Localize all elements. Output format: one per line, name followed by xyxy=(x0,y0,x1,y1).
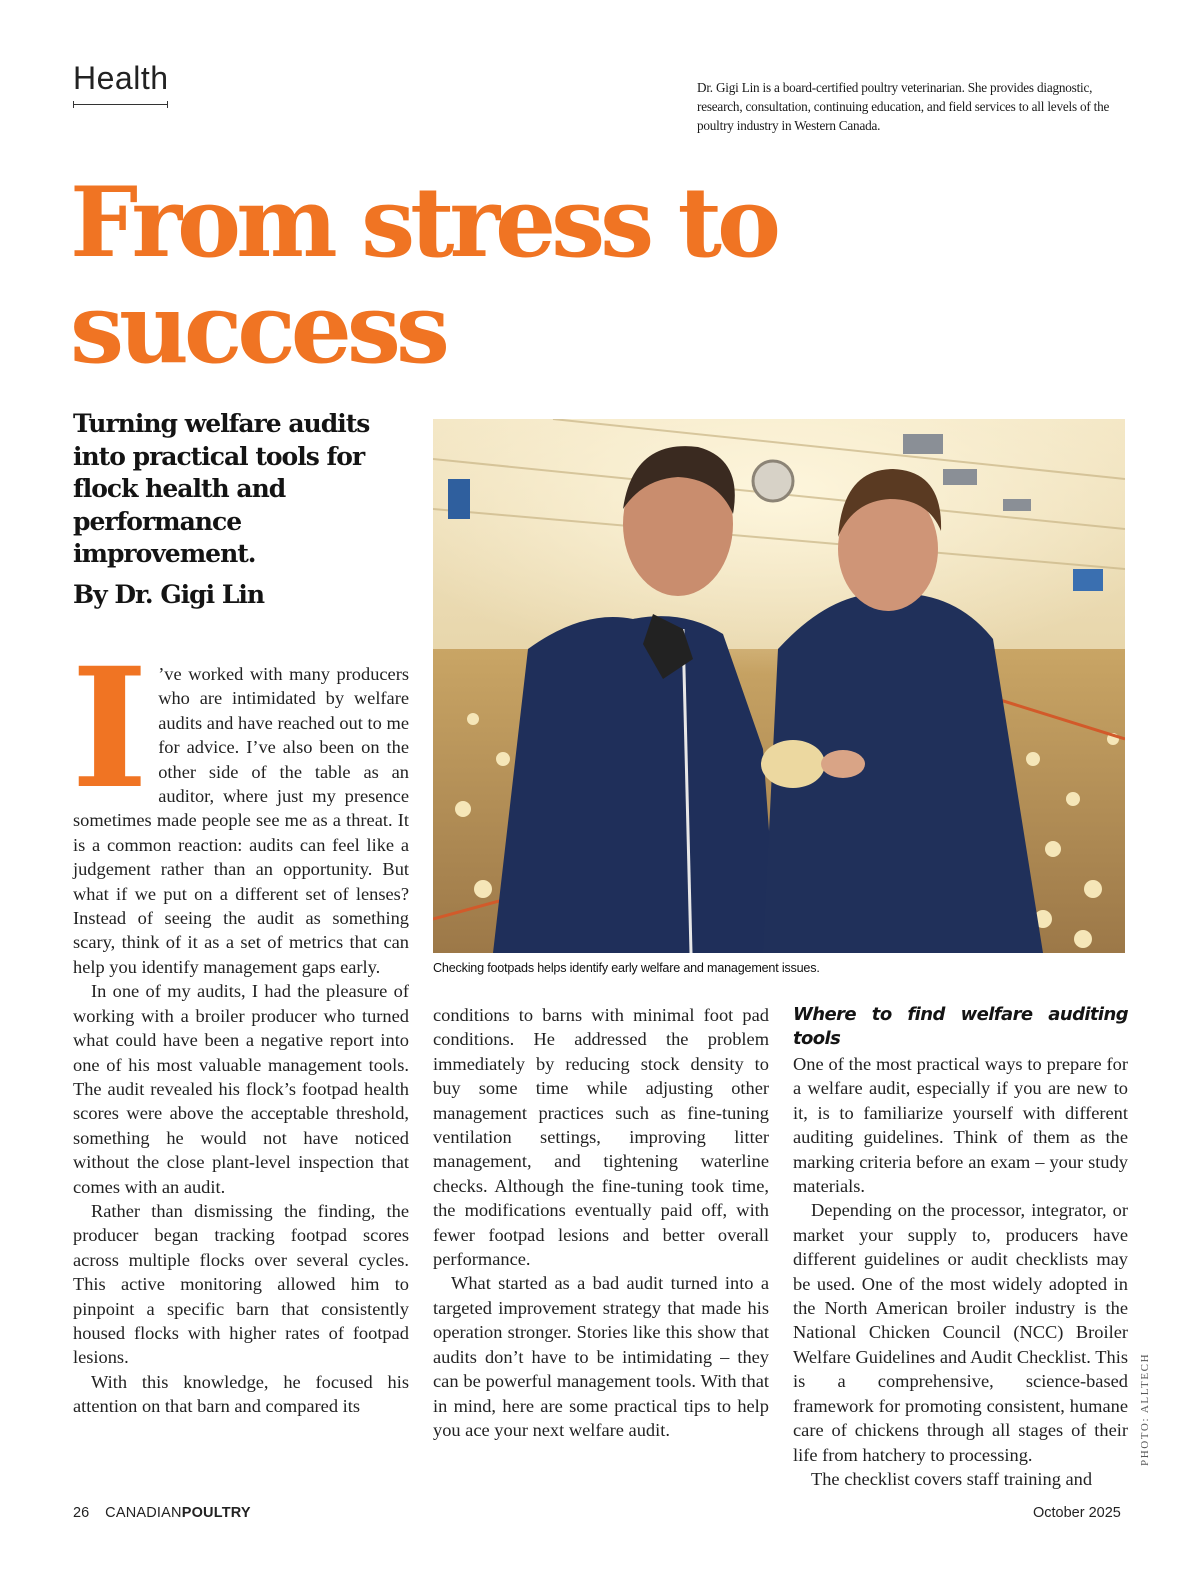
article-deck: Turning welfare audits into practical tools for flock health and performance improvement. xyxy=(73,409,370,568)
magazine-name-bold: POULTRY xyxy=(181,1505,251,1521)
article-photo xyxy=(433,419,1125,953)
body-column-2 xyxy=(433,1003,769,1442)
body-column-1 xyxy=(71,631,409,1419)
paragraph xyxy=(71,631,409,979)
photo-caption: Checking footpads helps identify early welfare and management issues. xyxy=(433,961,820,975)
title-line-2: success xyxy=(70,272,445,385)
drop-cap: I xyxy=(71,631,149,825)
paragraph: What started as a bad audit turned into a targeted improvement strategy that made his operation stronger. Stories like this show that audits don’t have to be intimidating – they can be powerful management tools. With that in mind, here are some practical tips to help you ace your next welfare audit. xyxy=(433,1273,769,1440)
paragraph: The checklist covers staff training and xyxy=(811,1468,1093,1489)
paragraph: Depending on the processor, integrator, or market your supply to, producers have different guidelines or audit checklists may be used. One of the most widely adopted in the North American broiler industry is the National Chicken Council (NCC) Broiler Welfare Guidelines and Audit Checklist. This is a comprehensive, science-based framework for promoting consistent, humane care of chickens through all stages of their life from hatchery to processing. xyxy=(793,1200,1128,1465)
paragraph-text: ’ve worked with many producers who are intimidated by welfare audits and have reached out to me for advice. I’ve also been on the other side of the table as an auditor, where just my presence sometimes made people see me as a threat. It is a common reaction: audits can feel like a judgement rather than an opportunity. But what if we put on a different set of lenses? Instead of seeing the audit as something scary, think of it as a set of metrics that can help you identify management gaps early. xyxy=(73,664,409,977)
body-column-3 xyxy=(793,1003,1128,1491)
photo-two-men-with-chick xyxy=(433,419,1125,953)
section-label: Health xyxy=(73,60,169,96)
paragraph: Rather than dismissing the finding, the producer began tracking footpad scores across multiple flocks over several cycles. This active monitoring allowed him to pinpoint a specific barn that consistently housed flocks with higher rates of footpad lesions. xyxy=(73,1200,409,1368)
paragraph: One of the most practical ways to prepare for a welfare audit, especially if you are new to it, is to familiarize yourself with different auditing guidelines. Think of them as the marking criteria before an exam – your study materials. xyxy=(793,1054,1128,1197)
section-rule xyxy=(73,104,168,105)
issue-date: October 2025 xyxy=(1033,1505,1121,1521)
paragraph: conditions to barns with minimal foot pad conditions. He addressed the problem immediately by reducing stock density to buy some time while adjusting other management practices such as fine-tuning ventilation settings, improving litter management, and tightening waterline checks. Although the fine-tuning took time, the modifications eventually paid off, with fewer footpad lesions and better overall performance. xyxy=(433,1005,769,1270)
page-footer xyxy=(73,1505,251,1521)
section-subhead: Where to find welfare auditing tools xyxy=(793,1004,1128,1049)
magazine-name-prefix: CANADIAN xyxy=(105,1505,182,1521)
magazine-name xyxy=(105,1505,251,1521)
paragraph: With this knowledge, he focused his attention on that barn and compared its xyxy=(73,1371,409,1417)
page-number: 26 xyxy=(73,1505,90,1521)
paragraph: In one of my audits, I had the pleasure of working with a broiler producer who turned what could have been a negative report into one of his most valuable management tools. The audit revealed his flock’s footpad health scores were above the acceptable threshold, something he would not have noticed without the close plant-level inspection that comes with an audit. xyxy=(73,981,409,1197)
title-line-1: From stress to xyxy=(70,166,777,279)
article-title xyxy=(70,166,1070,385)
byline: By Dr. Gigi Lin xyxy=(73,580,265,609)
photo-credit: PHOTO: ALLTECH xyxy=(1139,1352,1151,1466)
author-bio: Dr. Gigi Lin is a board-certified poultry veterinarian. She provides diagnostic, research, consultation, continuing education, and field services to all levels of the poultry industry in Western Canada. xyxy=(697,80,1110,133)
